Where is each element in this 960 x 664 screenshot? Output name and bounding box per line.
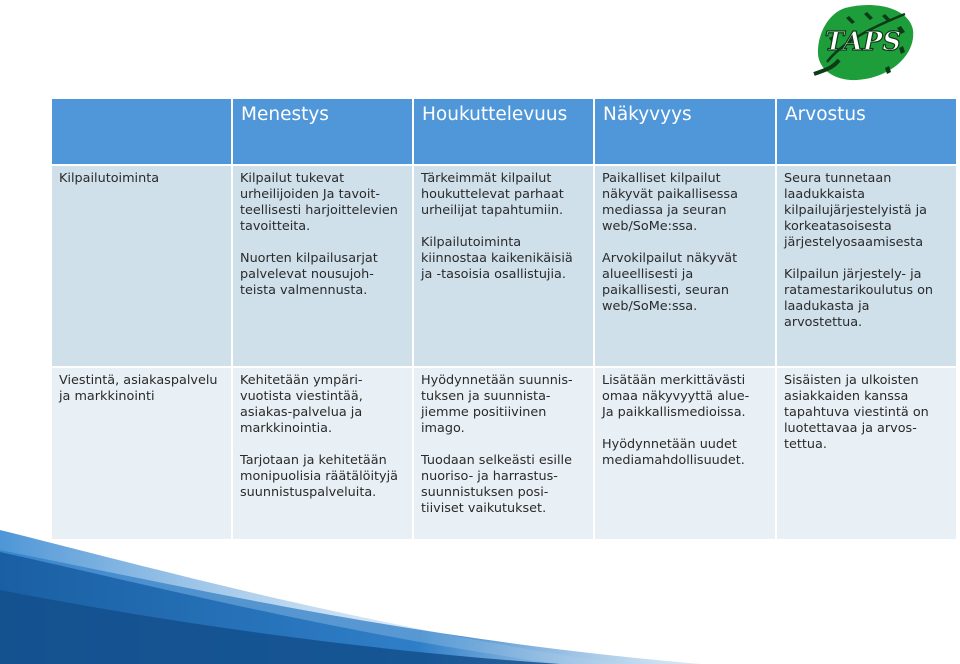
- row-label-text: Kilpailutoiminta: [59, 171, 160, 186]
- cell-paragraph: Paikalliset kilpailut näkyvät paikallisessa mediassa ja seuran web/SoMe:ssa.: [602, 171, 738, 234]
- cell-nakyvyys: [594, 367, 776, 540]
- cell-paragraph: Kilpailutoiminta kiinnostaa kaikenikäisiä ja -tasoisia osallistujia.: [421, 235, 573, 282]
- cell-paragraph: Kilpailun järjestely- ja ratamestarikoulutus on laadukasta ja arvostettua.: [784, 267, 934, 330]
- cell-houkuttelevuus: [413, 165, 594, 367]
- cell-paragraph: Seura tunnetaan laadukkaista kilpailujärjestelyistä ja korkeatasoisesta järjestelyosaamisesta: [784, 171, 928, 250]
- cell-arvostus: [776, 367, 957, 540]
- decorative-swoosh: [0, 530, 960, 664]
- cell-nakyvyys: [594, 165, 776, 367]
- header-nakyvyys: Näkyvyys: [594, 98, 776, 165]
- cell-paragraph: Tarjotaan ja kehitetään monipuolisia räätälöityjä suunnistuspalveluita.: [240, 453, 398, 500]
- row-label-text: Viestintä, asiakaspalvelu ja markkinointi: [59, 373, 218, 404]
- cell-paragraph: Lisätään merkittävästi omaa näkyvyyttä alue- Ja paikkallismedioissa.: [602, 373, 750, 420]
- cell-paragraph: Nuorten kilpailusarjat palvelevat nousujoh- teista valmennusta.: [240, 251, 378, 298]
- cell-menestys: [232, 165, 413, 367]
- row-label: [51, 367, 232, 540]
- header-row: [51, 98, 957, 165]
- header-corner: [51, 98, 232, 165]
- cell-paragraph: Tuodaan selkeästi esille nuoriso- ja harrastus- suunnistuksen posi- tiiviset vaikutukset.: [421, 453, 572, 516]
- table-row-kilpailutoiminta: [51, 165, 957, 367]
- cell-paragraph: Arvokilpailut näkyvät alueellisesti ja paikallisesti, seuran web/SoMe:ssa.: [602, 251, 738, 314]
- header-arvostus: Arvostus: [776, 98, 957, 165]
- cell-arvostus: [776, 165, 957, 367]
- header-menestys: Menestys: [232, 98, 413, 165]
- cell-paragraph: Hyödynnetään uudet mediamahdollisuudet.: [602, 437, 745, 468]
- cell-houkuttelevuus: [413, 367, 594, 540]
- cell-paragraph: Kehitetään ympäri- vuotista viestintää, asiakas-palvelua ja markkinointia.: [240, 373, 363, 436]
- cell-paragraph: Sisäisten ja ulkoisten asiakkaiden kanssa tapahtuva viestintä on luotettavaa ja arvos- tettua.: [784, 373, 929, 452]
- cell-paragraph: Tärkeimmät kilpailut houkuttelevat parhaat urheilijat tapahtumiin.: [421, 171, 564, 218]
- row-label: [51, 165, 232, 367]
- logo-text: TAPS: [824, 27, 902, 57]
- cell-paragraph: Hyödynnetään suunnis- tuksen ja suunnista- jiemme positiivinen imago.: [421, 373, 573, 436]
- table-row-viestinta: [51, 367, 957, 540]
- strategy-table-wrap: [50, 97, 956, 541]
- cell-paragraph: Kilpailut tukevat urheilijoiden Ja tavoit- teellisesti harjoittelevien tavoitteita.: [240, 171, 398, 234]
- club-logo: [805, 0, 920, 85]
- strategy-table: [50, 97, 958, 541]
- cell-menestys: [232, 367, 413, 540]
- header-houkuttelevuus: Houkuttelevuus: [413, 98, 594, 165]
